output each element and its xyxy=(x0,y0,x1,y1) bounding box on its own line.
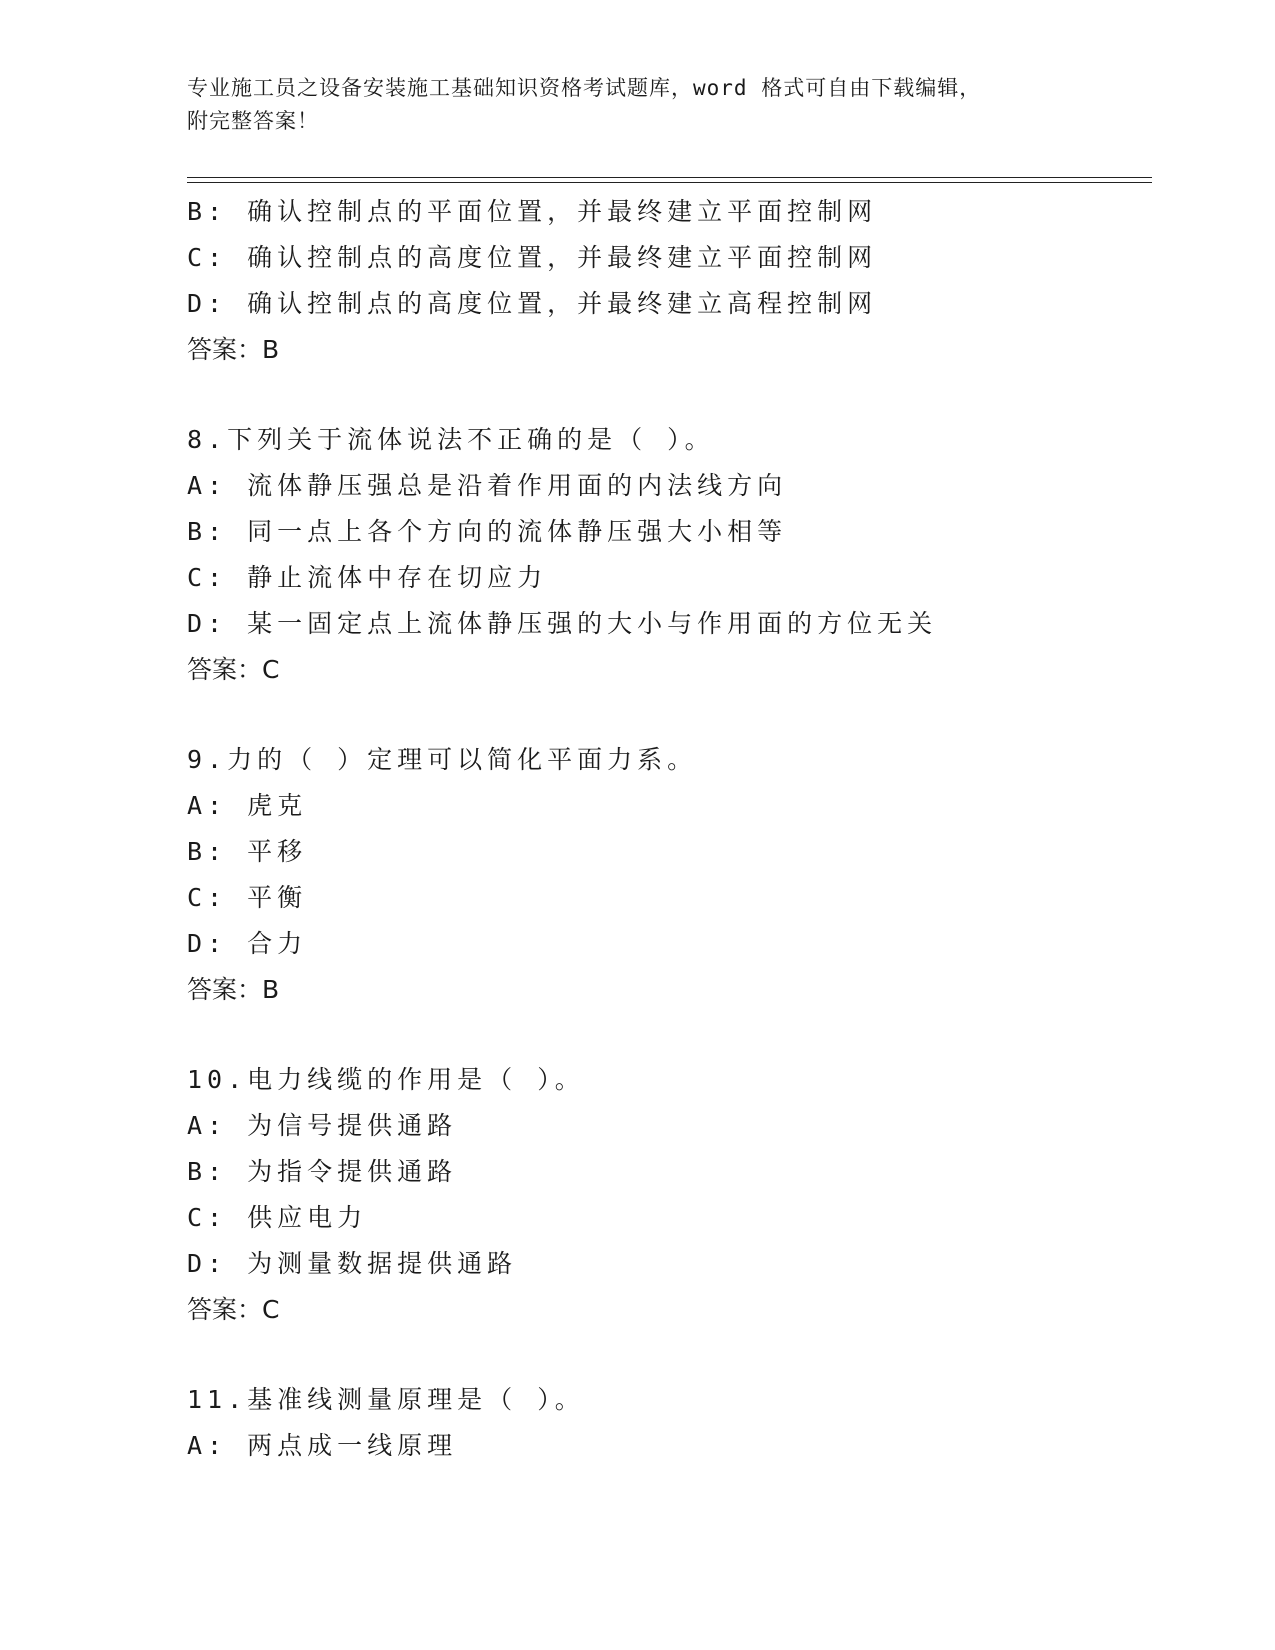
question-stem: 10.电力线缆的作用是（ ）。 xyxy=(187,1065,585,1094)
option-d: D: 为测量数据提供通路 xyxy=(187,1249,518,1278)
option-a: A: 为信号提供通路 xyxy=(187,1111,458,1140)
question-10 xyxy=(187,1057,1152,1333)
spacer xyxy=(187,1333,1152,1377)
question-stem: 9.力的（ ）定理可以简化平面力系。 xyxy=(187,745,698,774)
spacer xyxy=(187,373,1152,417)
option-b: B: 同一点上各个方向的流体静压强大小相等 xyxy=(187,517,788,546)
option-d: D: 某一固定点上流体静压强的大小与作用面的方位无关 xyxy=(187,609,938,638)
header-divider-top xyxy=(187,177,1152,178)
option-c: C: 确认控制点的高度位置，并最终建立平面控制网 xyxy=(187,243,878,272)
question-stem: 8.下列关于流体说法不正确的是（ ）。 xyxy=(187,425,715,454)
option-d: D: 合力 xyxy=(187,929,308,958)
option-b: B: 确认控制点的平面位置，并最终建立平面控制网 xyxy=(187,197,878,226)
header-line-2: 附完整答案！ xyxy=(187,109,319,133)
option-c: C: 平衡 xyxy=(187,883,308,912)
question-8 xyxy=(187,417,1152,693)
question-block-7-tail xyxy=(187,189,1152,373)
question-11 xyxy=(187,1377,1152,1469)
option-b: B: 为指令提供通路 xyxy=(187,1157,458,1186)
option-b: B: 平移 xyxy=(187,837,308,866)
option-a: A: 虎克 xyxy=(187,791,308,820)
header-line-1: 专业施工员之设备安装施工基础知识资格考试题库，word 格式可自由下载编辑， xyxy=(187,76,982,100)
document-header xyxy=(187,72,1087,138)
option-d: D: 确认控制点的高度位置，并最终建立高程控制网 xyxy=(187,289,878,318)
spacer xyxy=(187,693,1152,737)
question-list xyxy=(187,189,1152,1469)
answer-line: 答案：B xyxy=(187,975,280,1004)
option-c: C: 供应电力 xyxy=(187,1203,368,1232)
option-a: A: 两点成一线原理 xyxy=(187,1431,458,1460)
answer-line: 答案：C xyxy=(187,655,280,684)
answer-line: 答案：C xyxy=(187,1295,280,1324)
question-9 xyxy=(187,737,1152,1013)
option-c: C: 静止流体中存在切应力 xyxy=(187,563,548,592)
answer-line: 答案：B xyxy=(187,335,280,364)
header-divider-bottom xyxy=(187,182,1152,183)
option-a: A: 流体静压强总是沿着作用面的内法线方向 xyxy=(187,471,788,500)
question-stem: 11.基准线测量原理是（ ）。 xyxy=(187,1385,585,1414)
spacer xyxy=(187,1013,1152,1057)
